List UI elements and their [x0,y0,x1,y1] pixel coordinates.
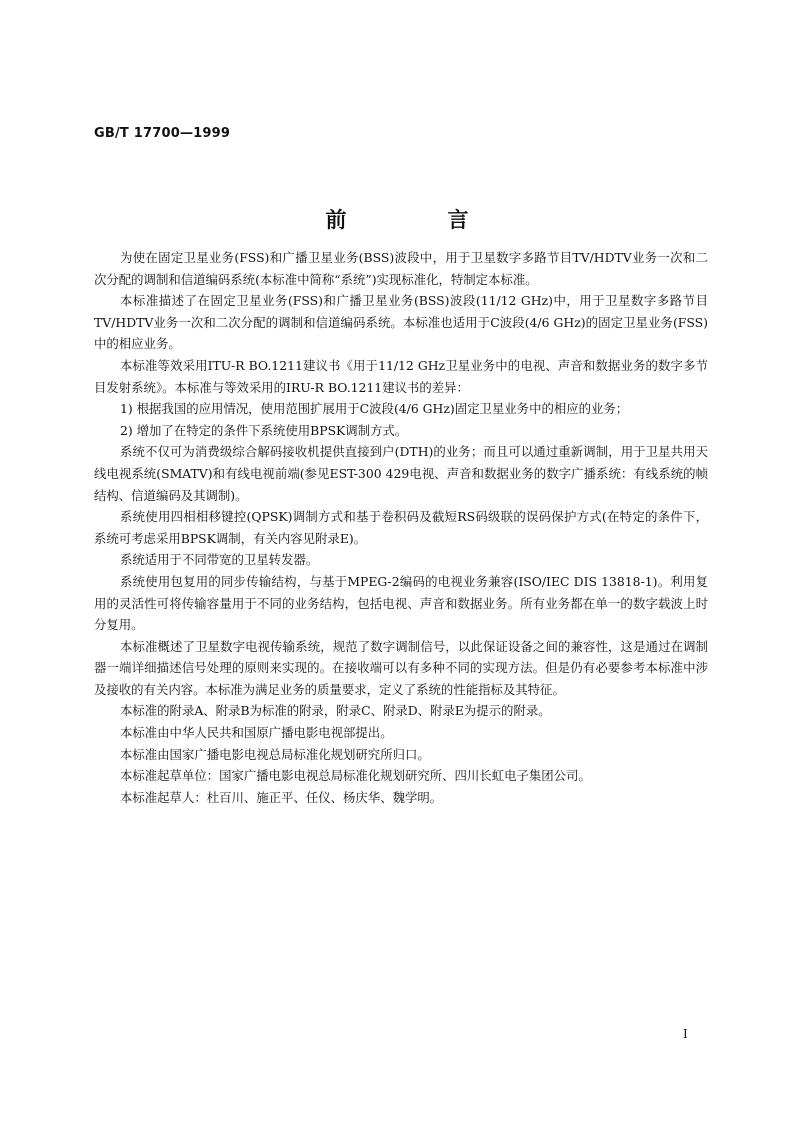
page-title: 前 言 [325,207,509,232]
paragraph: 为使在固定卫星业务(FSS)和广播卫星业务(BSS)波段中，用于卫星数字多路节目TV/HDTV业务一次和二次分配的调制和信道编码系统(本标准中简称“系统”)实现标准化，特制定本标准。 [94,250,708,287]
document-body [94,247,708,808]
list-item: 1) 根据我国的应用情况，使用范围扩展用于C波段(4/6 GHz)固定卫星业务中的相应的业务； [120,401,629,417]
page-number: I [683,1027,688,1041]
paragraph: 本标准起草人：杜百川、施正平、任仪、杨庆华、魏学明。 [120,789,443,805]
paragraph: 系统不仅可为消费级综合解码接收机提供直接到户(DTH)的业务；而且可以通过重新调制，用于卫星共用天线电视系统(SMATV)和有线电视前端(参见EST-300 429电视、声音和数据业务的数字广播系统：有线系统的帧结构、信道编码及其调制)。 [94,444,708,503]
paragraph: 本标准等效采用ITU-R BO.1211建议书《用于11/12 GHz卫星业务中的电视、声音和数据业务的数字多节目发射系统》。本标准与等效采用的IRU-R BO.1211建议书的差异： [94,357,708,395]
paragraph: 本标准描述了在固定卫星业务(FSS)和广播卫星业务(BSS)波段(11/12 GHz)中，用于卫星数字多路节目TV/HDTV业务一次和二次分配的调制和信道编码系统。本标准也适用于C波段(4/6 GHz)的固定卫星业务(FSS)中的相应业务。 [94,293,708,352]
paragraph: 本标准的附录A、附录B为标准的附录，附录C、附录D、附录E为提示的附录。 [120,703,551,719]
paragraph: 本标准由中华人民共和国原广播电影电视部提出。 [120,725,393,741]
paragraph: 系统适用于不同带宽的卫星转发器。 [120,552,319,568]
paragraph: 系统使用四相相移键控(QPSK)调制方式和基于卷积码及截短RS码级联的误码保护方式(在特定的条件下，系统可考虑采用BPSK调制，有关内容见附录E)。 [94,509,708,546]
paragraph: 本标准起草单位：国家广播电影电视总局标准化规划研究所、四川长虹电子集团公司。 [120,768,591,784]
standard-number: GB/T 17700—1999 [94,126,231,141]
paragraph: 系统使用包复用的同步传输结构，与基于MPEG-2编码的电视业务兼容(ISO/IEC DIS 13818-1)。利用复用的灵活性可将传输容量用于不同的业务结构，包括电视、声音和数据业务。所有业务都在单一的数字载波上时分复用。 [94,573,708,633]
paragraph: 本标准概述了卫星数字电视传输系统，规范了数字调制信号，以此保证设备之间的兼容性，这是通过在调制器一端详细描述信号处理的原则来实现的。在接收端可以有多种不同的实现方法。但是仍有必要参考本标准中涉及接收的有关内容。本标准为满足业务的质量要求，定义了系统的性能指标及其特征。 [94,638,708,697]
paragraph: 本标准由国家广播电影电视总局标准化规划研究所归口。 [120,746,430,762]
list-item: 2) 增加了在特定的条件下系统使用BPSK调制方式。 [120,422,408,438]
